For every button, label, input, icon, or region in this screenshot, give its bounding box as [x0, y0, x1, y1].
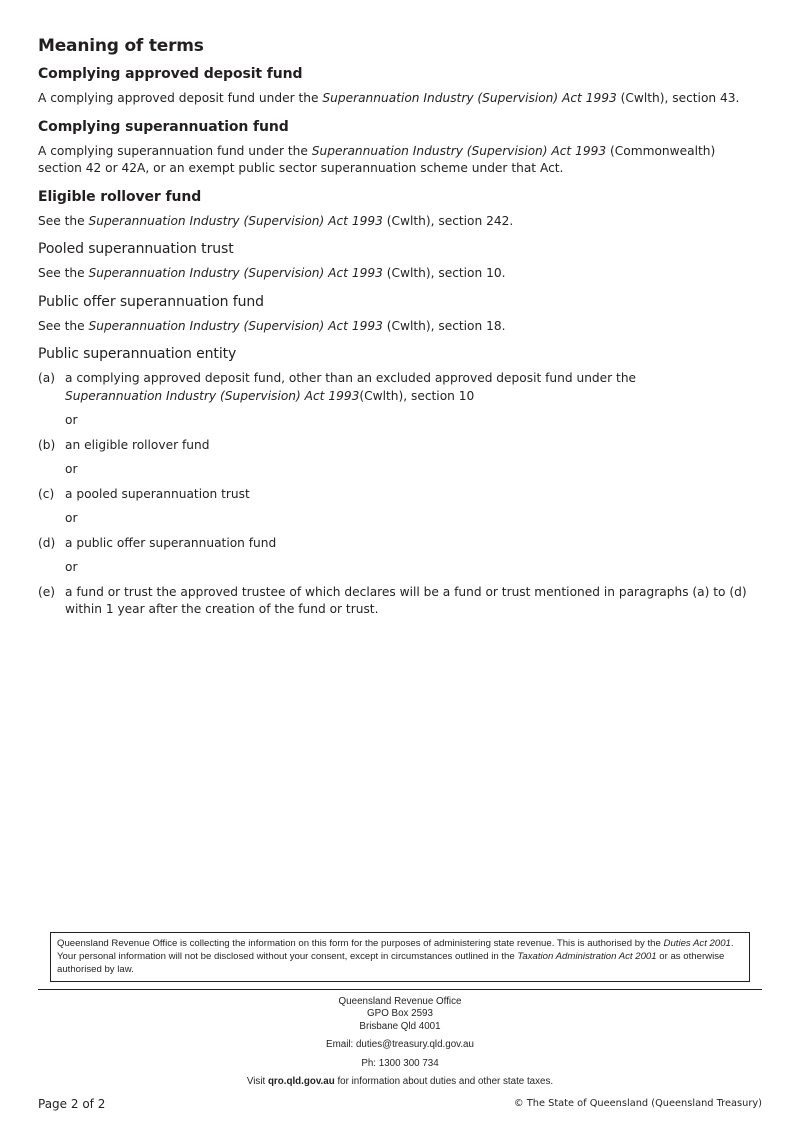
entity-list — [38, 370, 762, 619]
terms-section — [38, 64, 762, 625]
website-link[interactable]: qro.qld.gov.au — [267, 1076, 335, 1088]
contact-box: GPO Box 2593 — [367, 1008, 433, 1020]
term-description: A complying superannuation fund under the Superannuation Industry (Supervision) Act 1993 (Commonwealth) section 42 or 42A, or an exempt public sector superannuation scheme under that Act. — [38, 143, 716, 175]
item-text: a fund or trust the approved trustee of which declares will be a fund or trust mentioned in paragraphs (a) to (d) within 1 year after the creation of the fund or trust. — [65, 584, 747, 616]
item-marker: (b) — [38, 437, 56, 452]
contact-block — [0, 996, 800, 1088]
term-complying-approved-deposit-fund — [38, 64, 762, 108]
or-separator: or — [65, 560, 78, 574]
term-pooled-superannuation-trust — [38, 239, 762, 283]
or-separator: or — [65, 462, 78, 476]
item-text: a public offer superannuation fund — [65, 535, 277, 550]
term-description: See the Superannuation Industry (Supervision) Act 1993 (Cwlth), section 242. — [38, 213, 514, 228]
term-public-offer-superannuation-fund — [38, 292, 762, 336]
list-item — [38, 370, 762, 405]
term-title: Public offer superannuation fund — [38, 293, 264, 310]
term-title: Complying approved deposit fund — [38, 66, 303, 82]
contact-email[interactable]: Email: duties@treasury.qld.gov.au — [326, 1039, 474, 1051]
item-text: a complying approved deposit fund, other than an excluded approved deposit fund under the Superannuation Industry (Supervision) Act 1993(Cwlth), section 10 — [65, 371, 637, 403]
term-title: Pooled superannuation trust — [38, 241, 234, 257]
copyright: © The State of Queensland (Queensland Treasury) — [513, 1098, 762, 1109]
item-marker: (a) — [38, 371, 55, 385]
term-description: See the Superannuation Industry (Supervision) Act 1993 (Cwlth), section 18. — [38, 318, 506, 333]
list-item — [38, 584, 762, 619]
list-item — [38, 437, 762, 455]
item-text: a pooled superannuation trust — [65, 486, 250, 501]
term-title: Complying superannuation fund — [38, 118, 289, 135]
item-text: an eligible rollover fund — [65, 437, 210, 452]
privacy-notice: Queensland Revenue Office is collecting the information on this form for the purposes of administering state revenue. This is authorised by the Duties Act 2001. Your personal information will not be disclosed without your consent, except in circumstances outlined in the Taxation Administration Act 2001 or as otherwise authorised by law. — [50, 932, 750, 982]
contact-visit: Visit qro.qld.gov.au for information about duties and other state taxes. — [246, 1076, 554, 1088]
page-title: Meaning of terms — [38, 36, 204, 56]
or-separator: or — [65, 413, 78, 427]
term-eligible-rollover-fund — [38, 187, 762, 231]
term-public-superannuation-entity — [38, 344, 762, 619]
item-marker: (c) — [38, 486, 55, 501]
contact-city: Brisbane Qld 4001 — [359, 1020, 441, 1032]
item-marker: (d) — [38, 535, 56, 550]
divider — [38, 989, 762, 990]
or-separator: or — [65, 511, 78, 525]
term-description: See the Superannuation Industry (Supervision) Act 1993 (Cwlth), section 10. — [38, 266, 506, 280]
contact-org: Queensland Revenue Office — [338, 996, 462, 1007]
list-item — [38, 535, 762, 553]
term-title: Eligible rollover fund — [38, 188, 202, 205]
contact-phone: Ph: 1300 300 734 — [361, 1057, 439, 1069]
term-description: A complying approved deposit fund under the Superannuation Industry (Supervision) Act 1993 (Cwlth), section 43. — [38, 91, 740, 105]
page-number: Page 2 of 2 — [38, 1097, 106, 1111]
list-item — [38, 486, 762, 504]
term-title: Public superannuation entity — [38, 346, 237, 362]
term-complying-superannuation-fund — [38, 117, 762, 178]
item-marker: (e) — [38, 584, 56, 599]
